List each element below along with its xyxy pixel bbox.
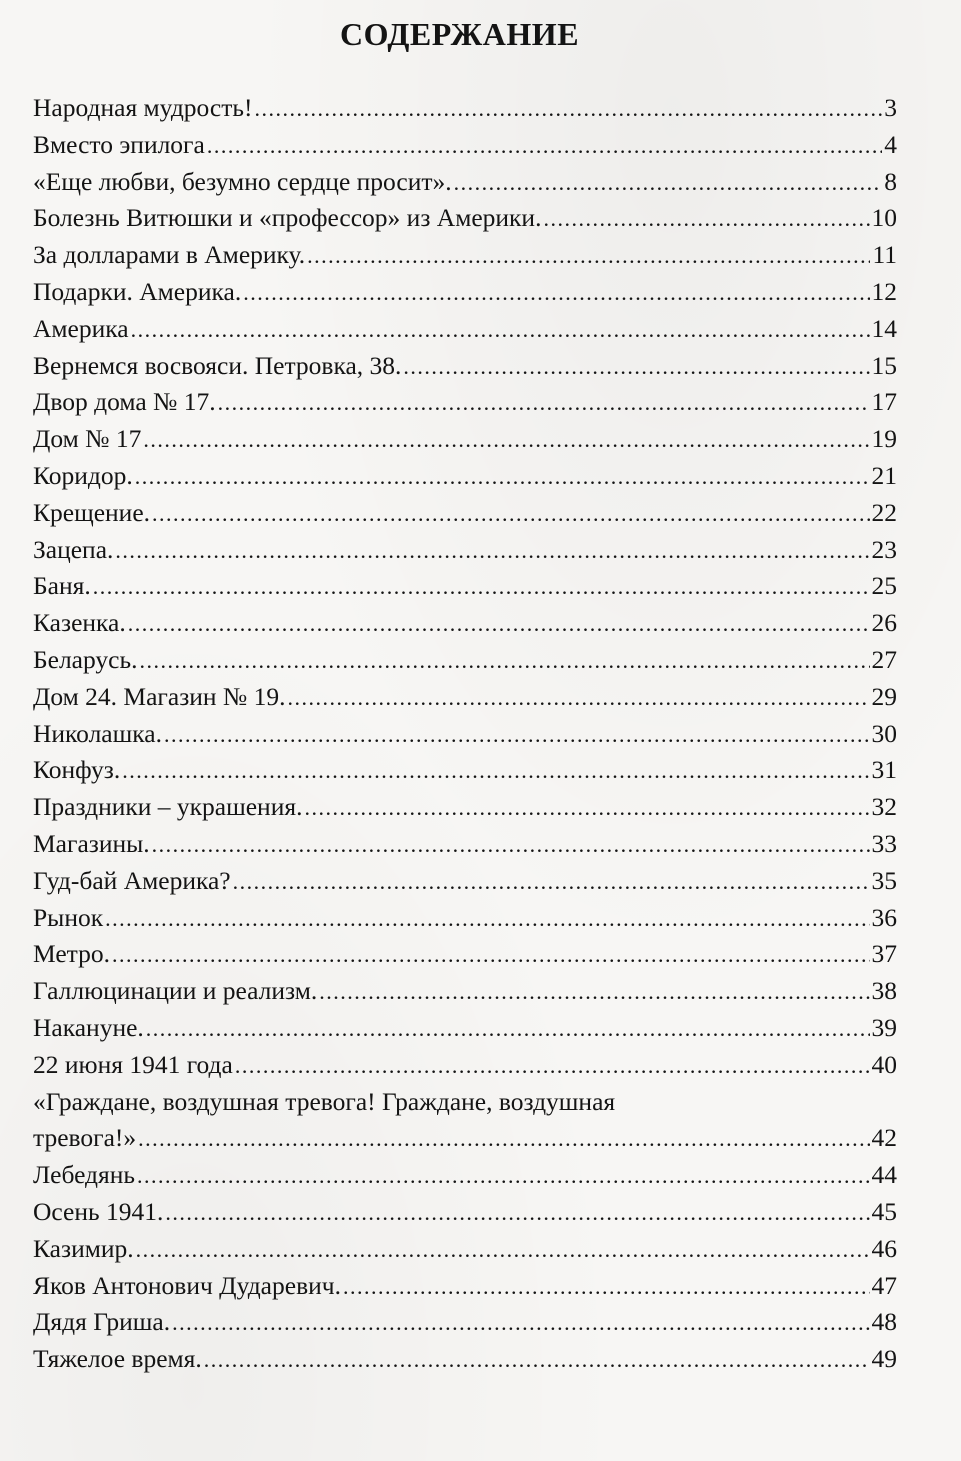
toc-entry-page-number: 19	[871, 424, 897, 454]
toc-entry-page-number: 31	[871, 755, 897, 785]
toc-entry-title: Дом 24. Магазин № 19.	[33, 681, 286, 711]
toc-entry	[33, 863, 897, 900]
toc-entry-title: Осень 1941.	[33, 1196, 164, 1226]
toc-entry-page-number: 10	[871, 203, 897, 233]
toc-entry	[33, 1231, 897, 1268]
toc-entry-title: За долларами в Америку.	[33, 240, 306, 270]
toc-entry	[33, 200, 897, 237]
toc-entry	[33, 900, 897, 937]
toc-entry-title: Тяжелое время.	[33, 1344, 202, 1374]
toc-entry	[33, 274, 897, 311]
page-title	[0, 14, 961, 54]
dot-leader	[115, 540, 869, 566]
toc-entry-page-number: 30	[871, 718, 897, 748]
toc-entry	[33, 826, 897, 863]
toc-entry-title: Казенка.	[33, 608, 126, 638]
toc-entry-page-number: 44	[871, 1160, 897, 1190]
toc-entry-page-number: 37	[871, 939, 897, 969]
toc-entry	[33, 421, 897, 458]
table-of-contents	[33, 90, 897, 1378]
toc-entry-page-number: 26	[871, 608, 897, 638]
dot-leader	[152, 834, 870, 860]
dot-leader	[403, 356, 869, 382]
toc-entry-title: Казимир.	[33, 1233, 134, 1263]
toc-entry-title: Вместо эпилога	[33, 129, 205, 159]
toc-entry-page-number: 49	[871, 1344, 897, 1374]
dot-leader	[137, 1165, 869, 1191]
toc-entry-page-number: 42	[871, 1123, 897, 1153]
toc-entry	[33, 384, 897, 421]
toc-entry-page-number: 45	[871, 1196, 897, 1226]
toc-entry-title: Рынок	[33, 902, 104, 932]
toc-entry-title: Крещение.	[33, 497, 151, 527]
toc-entry-title: «Еще любви, безумно сердце просит».	[33, 166, 452, 196]
toc-entry-page-number: 8	[884, 166, 897, 196]
contents-heading: СОДЕРЖАНИЕ	[339, 16, 580, 52]
toc-entry-title: Болезнь Витюшки и «профессор» из Америки.	[33, 203, 542, 233]
toc-entry	[33, 1010, 897, 1047]
dot-leader	[243, 282, 869, 308]
dot-leader	[207, 135, 882, 161]
toc-entry	[33, 348, 897, 385]
toc-entry-page-number: 11	[872, 240, 897, 270]
toc-entry-title: Америка	[33, 313, 129, 343]
toc-entry-title: Гуд-бай Америка?	[33, 865, 231, 895]
toc-entry-title: Народная мудрость!	[33, 93, 253, 122]
toc-entry-title: Галлюцинации и реализм.	[33, 976, 318, 1006]
dot-leader	[128, 613, 870, 639]
toc-entry	[33, 164, 897, 201]
dot-leader	[233, 871, 870, 897]
dot-leader	[172, 1312, 869, 1338]
toc-entry	[33, 1268, 897, 1305]
toc-entry	[33, 1304, 897, 1341]
toc-entry-title: Двор дома № 17.	[33, 387, 216, 417]
toc-entry-page-number: 36	[871, 902, 897, 932]
toc-entry-title: Лебедянь	[33, 1160, 136, 1190]
dot-leader	[343, 1276, 870, 1302]
toc-entry-page-number: 21	[871, 460, 897, 490]
toc-entry-page-number: 40	[871, 1049, 897, 1079]
dot-leader	[105, 908, 869, 934]
dot-leader	[235, 1055, 870, 1081]
toc-entry	[33, 495, 897, 532]
toc-entry-page-number: 32	[871, 792, 897, 822]
dot-leader	[307, 245, 870, 271]
toc-entry-title: Коридор.	[33, 460, 133, 490]
toc-entry-title: Конфуз.	[33, 755, 121, 785]
toc-entry-title: Подарки. Америка.	[33, 276, 242, 306]
toc-entry	[33, 458, 897, 495]
toc-entry-page-number: 12	[871, 276, 897, 306]
toc-entry-page-number: 17	[871, 387, 897, 417]
dot-leader	[131, 319, 870, 345]
dot-leader	[93, 576, 870, 602]
toc-entry-page-number: 33	[871, 828, 897, 858]
toc-entry	[33, 532, 897, 569]
toc-entry	[33, 789, 897, 826]
toc-entry-page-number: 38	[871, 976, 897, 1006]
dot-leader	[146, 1018, 870, 1044]
toc-entry-page-number: 22	[871, 497, 897, 527]
toc-entry-page-number: 39	[871, 1012, 897, 1042]
toc-entry-title: Баня.	[33, 571, 91, 601]
dot-leader	[135, 466, 870, 492]
toc-entry-title-line1: «Граждане, воздушная тревога! Граждане, воздушная	[33, 1086, 616, 1116]
toc-entry	[33, 90, 897, 127]
toc-entry	[33, 237, 897, 274]
toc-entry-title: Вернемся восвояси. Петровка, 38.	[33, 350, 402, 380]
toc-entry	[33, 568, 897, 605]
toc-entry	[33, 973, 897, 1010]
toc-entry	[33, 127, 897, 164]
dot-leader	[136, 1239, 870, 1265]
toc-entry	[33, 1341, 897, 1378]
toc-entry	[33, 311, 897, 348]
toc-entry-page-number: 23	[871, 534, 897, 564]
toc-entry-title: Зацепа.	[33, 534, 114, 564]
dot-leader	[543, 208, 869, 234]
toc-entry	[33, 1084, 897, 1158]
dot-leader	[164, 724, 870, 750]
dot-leader	[122, 760, 869, 786]
dot-leader	[319, 981, 869, 1007]
toc-entry-page-number: 46	[871, 1233, 897, 1263]
toc-entry-title: Накануне.	[33, 1012, 144, 1042]
dot-leader	[138, 1128, 869, 1154]
dot-leader	[218, 392, 870, 418]
toc-entry	[33, 1194, 897, 1231]
toc-entry-title: Николашка.	[33, 718, 162, 748]
dot-leader	[304, 797, 869, 823]
toc-entry	[33, 605, 897, 642]
toc-entry-title: Праздники – украшения.	[33, 792, 303, 822]
toc-entry	[33, 642, 897, 679]
toc-entry-title: Дом № 17	[33, 424, 142, 454]
dot-leader	[288, 687, 870, 713]
toc-entry-page-number: 3	[884, 93, 897, 122]
toc-entry-title-line2: тревога!»	[33, 1123, 137, 1153]
toc-entry	[33, 1047, 897, 1084]
toc-entry-line2	[33, 1120, 897, 1157]
dot-leader	[255, 98, 883, 124]
toc-entry-title: Метро.	[33, 939, 110, 969]
toc-entry-page-number: 27	[871, 644, 897, 674]
toc-entry	[33, 679, 897, 716]
toc-entry-title: Дядя Гриша.	[33, 1307, 171, 1337]
toc-entry-page-number: 35	[871, 865, 897, 895]
toc-entry-page-number: 29	[871, 681, 897, 711]
toc-entry-title: Магазины.	[33, 828, 150, 858]
dot-leader	[143, 429, 869, 455]
toc-entry-page-number: 25	[871, 571, 897, 601]
toc-entry-title: Беларусь.	[33, 644, 138, 674]
dot-leader	[204, 1349, 870, 1375]
dot-leader	[454, 172, 883, 198]
toc-entry	[33, 752, 897, 789]
toc-entry-page-number: 14	[871, 313, 897, 343]
toc-entry	[33, 936, 897, 973]
toc-entry-title: Яков Антонович Дударевич.	[33, 1270, 341, 1300]
dot-leader	[140, 650, 870, 676]
toc-entry-title: 22 июня 1941 года	[33, 1049, 233, 1079]
dot-leader	[165, 1202, 869, 1228]
toc-entry-page-number: 4	[884, 129, 897, 159]
toc-entry-page-number: 15	[871, 350, 897, 380]
toc-entry-page-number: 47	[871, 1270, 897, 1300]
toc-entry-page-number: 48	[871, 1307, 897, 1337]
dot-leader	[152, 503, 869, 529]
toc-entry	[33, 716, 897, 753]
toc-entry	[33, 1157, 897, 1194]
dot-leader	[112, 944, 870, 970]
